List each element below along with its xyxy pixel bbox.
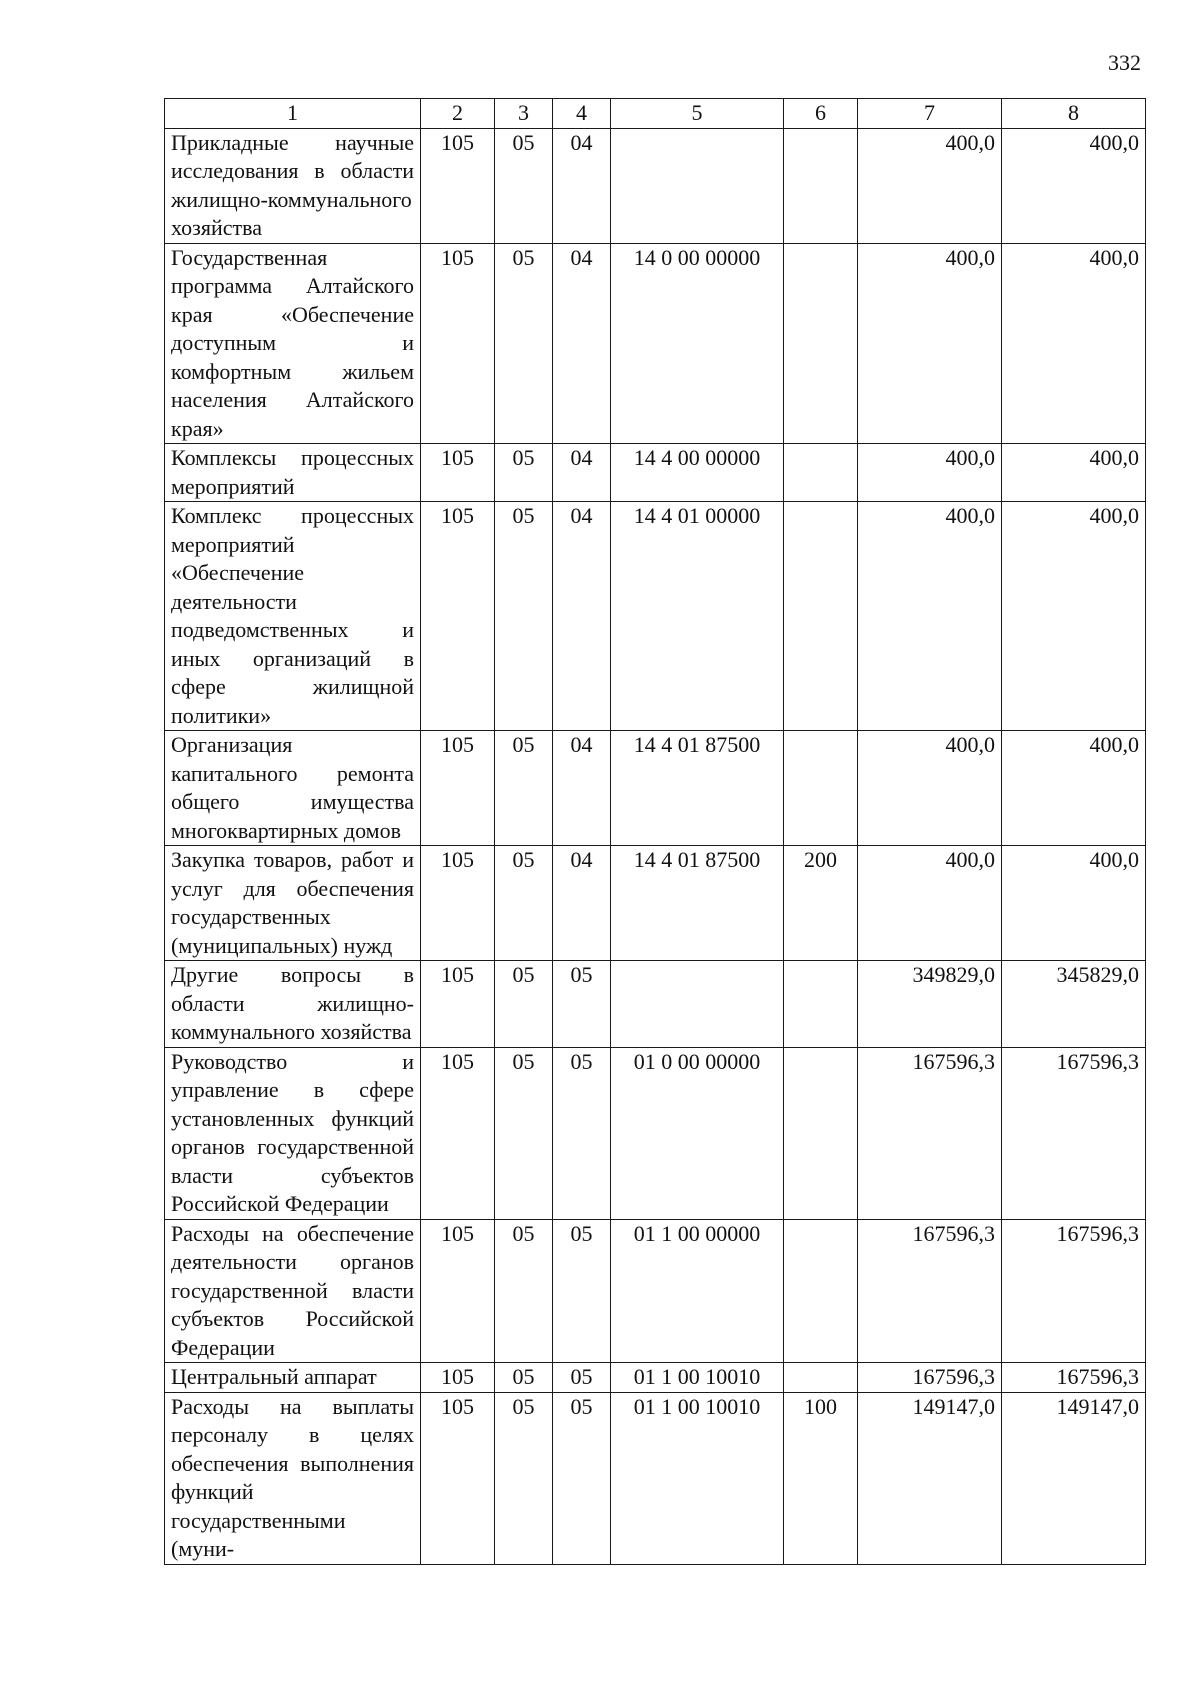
- code-subsection: 05: [553, 1047, 611, 1219]
- code-target-article: 01 0 00 00000: [611, 1047, 784, 1219]
- code-grbs: 105: [421, 846, 495, 961]
- amount-year-2: 400,0: [1002, 243, 1146, 444]
- amount-year-2: 400,0: [1002, 128, 1146, 243]
- column-header: 8: [1002, 99, 1146, 129]
- budget-table: [164, 98, 1146, 1565]
- code-expense-type: [784, 1219, 858, 1363]
- amount-year-2: 167596,3: [1002, 1219, 1146, 1363]
- amount-year-1: 400,0: [858, 444, 1002, 502]
- code-subsection: 04: [553, 731, 611, 846]
- code-grbs: 105: [421, 731, 495, 846]
- code-expense-type: [784, 243, 858, 444]
- amount-year-2: 345829,0: [1002, 961, 1146, 1048]
- table-row: [165, 846, 1146, 961]
- code-expense-type: 100: [784, 1392, 858, 1564]
- header-row: [165, 99, 1146, 129]
- code-subsection: 05: [553, 1392, 611, 1564]
- amount-year-2: 400,0: [1002, 846, 1146, 961]
- code-subsection: 04: [553, 502, 611, 731]
- code-section: 05: [495, 1047, 553, 1219]
- amount-year-2: 149147,0: [1002, 1392, 1146, 1564]
- table-row: [165, 961, 1146, 1048]
- table-row: [165, 1363, 1146, 1393]
- row-name: Комплексы процессных мероприятий: [165, 444, 421, 502]
- code-target-article: 01 1 00 10010: [611, 1363, 784, 1393]
- code-subsection: 05: [553, 961, 611, 1048]
- code-grbs: 105: [421, 502, 495, 731]
- code-section: 05: [495, 1363, 553, 1393]
- column-header: 3: [495, 99, 553, 129]
- code-subsection: 05: [553, 1219, 611, 1363]
- amount-year-2: 167596,3: [1002, 1047, 1146, 1219]
- row-name: Прикладные научные исследования в области жилищно-коммунального хозяйства: [165, 128, 421, 243]
- code-target-article: [611, 128, 784, 243]
- code-section: 05: [495, 502, 553, 731]
- code-grbs: 105: [421, 1363, 495, 1393]
- code-section: 05: [495, 444, 553, 502]
- code-expense-type: [784, 1047, 858, 1219]
- code-expense-type: [784, 731, 858, 846]
- code-grbs: 105: [421, 961, 495, 1048]
- row-name: Организация капитального ремонта общего имущества многоквартирных домов: [165, 731, 421, 846]
- code-subsection: 04: [553, 128, 611, 243]
- column-header: 6: [784, 99, 858, 129]
- table-row: [165, 502, 1146, 731]
- code-subsection: 04: [553, 846, 611, 961]
- code-grbs: 105: [421, 128, 495, 243]
- code-grbs: 105: [421, 444, 495, 502]
- code-section: 05: [495, 243, 553, 444]
- code-subsection: 05: [553, 1363, 611, 1393]
- code-target-article: 14 0 00 00000: [611, 243, 784, 444]
- code-section: 05: [495, 846, 553, 961]
- amount-year-1: 349829,0: [858, 961, 1002, 1048]
- amount-year-1: 400,0: [858, 502, 1002, 731]
- row-name: Комплекс процессных мероприятий «Обеспечение деятельности подведомственных и иных организаций в сфере жилищной политики»: [165, 502, 421, 731]
- column-header: 4: [553, 99, 611, 129]
- amount-year-1: 400,0: [858, 846, 1002, 961]
- amount-year-2: 400,0: [1002, 444, 1146, 502]
- row-name: Руководство и управление в сфере установленных функций органов государственной власти субъектов Российской Федерации: [165, 1047, 421, 1219]
- amount-year-2: 167596,3: [1002, 1363, 1146, 1393]
- code-section: 05: [495, 128, 553, 243]
- table-row: [165, 1047, 1146, 1219]
- column-header: 7: [858, 99, 1002, 129]
- table-row: [165, 128, 1146, 243]
- code-target-article: 14 4 00 00000: [611, 444, 784, 502]
- row-name: Другие вопросы в области жилищно-коммунального хозяйства: [165, 961, 421, 1048]
- amount-year-1: 400,0: [858, 243, 1002, 444]
- row-name: Закупка товаров, работ и услуг для обеспечения государственных (муниципальных) нужд: [165, 846, 421, 961]
- row-name: Центральный аппарат: [165, 1363, 421, 1393]
- code-target-article: [611, 961, 784, 1048]
- code-section: 05: [495, 961, 553, 1048]
- code-grbs: 105: [421, 1219, 495, 1363]
- amount-year-2: 400,0: [1002, 502, 1146, 731]
- row-name: Расходы на выплаты персоналу в целях обеспечения выполнения функций государственными (муни-: [165, 1392, 421, 1564]
- code-expense-type: 200: [784, 846, 858, 961]
- column-header: 2: [421, 99, 495, 129]
- table-row: [165, 731, 1146, 846]
- code-grbs: 105: [421, 243, 495, 444]
- code-section: 05: [495, 731, 553, 846]
- row-name: Государственная программа Алтайского края «Обеспечение доступным и комфортным жильем населения Алтайского края»: [165, 243, 421, 444]
- code-expense-type: [784, 502, 858, 731]
- code-target-article: 14 4 01 87500: [611, 846, 784, 961]
- table-row: [165, 444, 1146, 502]
- code-expense-type: [784, 961, 858, 1048]
- code-expense-type: [784, 128, 858, 243]
- amount-year-1: 149147,0: [858, 1392, 1002, 1564]
- table-row: [165, 243, 1146, 444]
- code-grbs: 105: [421, 1047, 495, 1219]
- code-target-article: 01 1 00 00000: [611, 1219, 784, 1363]
- code-expense-type: [784, 1363, 858, 1393]
- code-expense-type: [784, 444, 858, 502]
- amount-year-1: 400,0: [858, 128, 1002, 243]
- amount-year-1: 167596,3: [858, 1219, 1002, 1363]
- code-target-article: 14 4 01 00000: [611, 502, 784, 731]
- amount-year-1: 167596,3: [858, 1363, 1002, 1393]
- column-header: 1: [165, 99, 421, 129]
- table-row: [165, 1219, 1146, 1363]
- code-target-article: 14 4 01 87500: [611, 731, 784, 846]
- amount-year-1: 400,0: [858, 731, 1002, 846]
- code-section: 05: [495, 1219, 553, 1363]
- row-name: Расходы на обеспечение деятельности органов государственной власти субъектов Российской Федерации: [165, 1219, 421, 1363]
- table-row: [165, 1392, 1146, 1564]
- code-subsection: 04: [553, 444, 611, 502]
- code-subsection: 04: [553, 243, 611, 444]
- code-section: 05: [495, 1392, 553, 1564]
- code-target-article: 01 1 00 10010: [611, 1392, 784, 1564]
- code-grbs: 105: [421, 1392, 495, 1564]
- amount-year-2: 400,0: [1002, 731, 1146, 846]
- page-number: 332: [1108, 50, 1141, 75]
- column-header: 5: [611, 99, 784, 129]
- amount-year-1: 167596,3: [858, 1047, 1002, 1219]
